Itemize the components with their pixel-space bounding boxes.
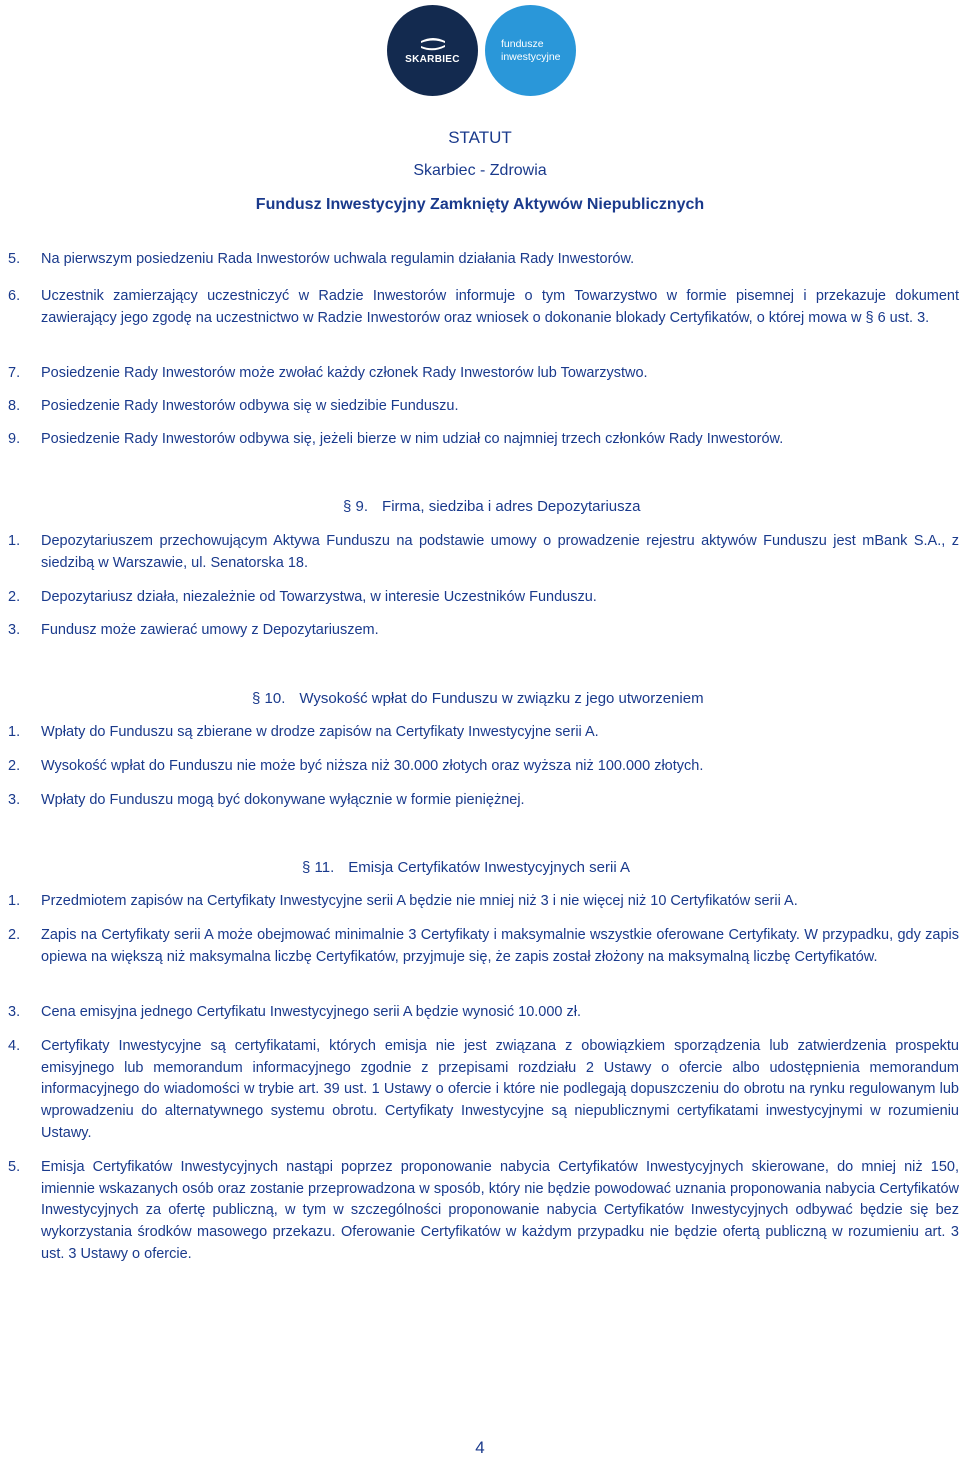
item-text: Cena emisyjna jednego Certyfikatu Inwestycyjnego serii A będzie wynosić 10.000 zł. <box>41 1004 582 1020</box>
item-text: Na pierwszym posiedzeniu Rada Inwestorów uchwala regulamin działania Rady Inwestorów. <box>41 251 635 267</box>
page-number: 4 <box>475 1438 485 1457</box>
item-text: Posiedzenie Rady Inwestorów odbywa się, jeżeli bierze w nim udział co najmniej trzech członków Rady Inwestorów. <box>41 431 784 447</box>
paragraph-symbol: § <box>302 859 311 876</box>
item-number: 9. <box>8 431 21 447</box>
item-text: Wysokość wpłat do Funduszu nie może być niższa niż 30.000 złotych oraz wyższa niż 100.000 złotych. <box>41 758 704 774</box>
list-item <box>8 790 959 812</box>
section-heading-10 <box>252 689 704 709</box>
list-item <box>8 531 959 574</box>
item-text: Fundusz może zawierać umowy z Depozytariuszem. <box>41 622 379 638</box>
item-number: 5. <box>8 1159 21 1175</box>
item-text: Przedmiotem zapisów na Certyfikaty Inwestycyjne serii A będzie nie mniej niż 3 i nie więcej niż 10 Certyfikatów serii A. <box>41 893 798 909</box>
list-item <box>8 1002 959 1024</box>
item-number: 2. <box>8 758 21 774</box>
list-item <box>8 1036 959 1145</box>
item-text: Posiedzenie Rady Inwestorów może zwołać każdy członek Rady Inwestorów lub Towarzystwo. <box>41 365 648 381</box>
item-number: 6. <box>8 288 21 304</box>
section-heading-11 <box>302 858 630 878</box>
fundusze-logo <box>485 5 576 96</box>
item-number: 1. <box>8 893 21 909</box>
skarbiec-logo-text: SKARBIEC <box>405 53 460 65</box>
item-number: 2. <box>8 927 21 943</box>
item-text: Zapis na Certyfikaty serii A może obejmować minimalnie 3 Certyfikaty i maksymalnie wszystkie oferowane Certyfikaty. W przypadku, gdy zapis opiewa na większą niż maksymalna liczbę Certyfikatów, przyjmuje się, że zapis został złożony na maksymalną liczbę Certyfikatów. <box>41 927 959 965</box>
doc-subtitle: Skarbiec - Zdrowia <box>413 162 547 179</box>
fund-name: Fundusz Inwestycyjny Zamknięty Aktywów Niepublicznych <box>255 196 705 213</box>
list-item <box>8 925 959 968</box>
list-item <box>8 722 959 744</box>
item-number: 4. <box>8 1038 21 1054</box>
list-item <box>8 286 959 329</box>
paragraph-symbol: § <box>252 690 261 707</box>
header-logos <box>387 5 587 100</box>
item-number: 3. <box>8 622 21 638</box>
fundusze-logo-line2: inwestycyjne <box>501 50 561 63</box>
list-item <box>8 429 959 451</box>
item-number: 3. <box>8 792 21 808</box>
fundusze-logo-line1: fundusze <box>501 37 544 50</box>
list-item <box>8 891 959 913</box>
item-text: Wpłaty do Funduszu są zbierane w drodze zapisów na Certyfikaty Inwestycyjne serii A. <box>41 724 599 740</box>
list-item <box>8 396 959 418</box>
section-title: Emisja Certyfikatów Inwestycyjnych serii A <box>348 859 631 876</box>
item-text: Uczestnik zamierzający uczestniczyć w Radzie Inwestorów informuje o tym Towarzystwo w formie pisemnej i przekazuje dokument zawierający jego zgodę na uczestnictwo w Radzie Inwestorów oraz wniosek o dokonanie blokady Certyfikatów, o której mowa w § 6 ust. 3. <box>41 288 959 326</box>
item-number: 1. <box>8 724 21 740</box>
item-text: Emisja Certyfikatów Inwestycyjnych nastąpi poprzez proponowanie nabycia Certyfikatów Inwestycyjnych skierowane, do mniej niż 150, imiennie wskazanych osób oraz zostanie przeprowadzona w sposób, który nie będzie powodować uznania proponowania nabycia Certyfikatów Inwestycyjnych za ofertę publiczną, w tym w szczególności proponowanie nabycia Certyfikatów Inwestycyjnych odbywać będzie się bez wykorzystania środków masowego przekazu. Oferowanie Certyfikatów w każdym przypadku nie będzie ofertą publiczną w rozumieniu art. 3 ust. 3 Ustawy o ofercie. <box>41 1159 959 1262</box>
item-number: 2. <box>8 589 21 605</box>
item-number: 3. <box>8 1004 21 1020</box>
item-text: Certyfikaty Inwestycyjne są certyfikatami, których emisja nie jest związana z obowiązkiem sporządzenia lub zatwierdzenia prospektu emisyjnego lub memorandum informacyjnego zgodnie z przepisami rozdziału 2 Ustawy o ofercie albo udostępnienia memorandum informacyjnego do wiadomości w trybie art. 39 ust. 1 Ustawy o ofercie i które nie podlegają dopuszczeniu do obrotu na rynku regulowanym lub wprowadzeniu do alternatywnego systemu obrotu. Certyfikaty Inwestycyjne są niepublicznymi certyfikatami inwestycyjnymi w rozumieniu Ustawy. <box>41 1038 959 1141</box>
section-title: Wysokość wpłat do Funduszu w związku z jego utworzeniem <box>299 690 704 707</box>
section-number: 10. <box>264 690 286 707</box>
skarbiec-mark-icon <box>418 37 448 51</box>
section-title: Firma, siedziba i adres Depozytariusza <box>382 498 641 515</box>
list-item <box>8 363 959 385</box>
list-item <box>8 756 959 778</box>
skarbiec-logo <box>387 5 478 96</box>
item-text: Wpłaty do Funduszu mogą być dokonywane wyłącznie w formie pieniężnej. <box>41 792 525 808</box>
item-number: 1. <box>8 533 21 549</box>
section-heading-9 <box>343 497 640 517</box>
item-text: Depozytariusz działa, niezależnie od Towarzystwa, w interesie Uczestników Funduszu. <box>41 589 597 605</box>
list-item <box>8 587 959 609</box>
item-text: Depozytariuszem przechowującym Aktywa Funduszu na podstawie umowy o prowadzenie rejestru aktywów Funduszu jest mBank S.A., z siedzibą w Warszawie, ul. Senatorska 18. <box>41 533 959 571</box>
section-number: 11. <box>314 859 335 876</box>
item-number: 7. <box>8 365 21 381</box>
item-text: Posiedzenie Rady Inwestorów odbywa się w siedzibie Funduszu. <box>41 398 459 414</box>
item-number: 5. <box>8 251 21 267</box>
paragraph-symbol: § <box>343 498 352 515</box>
list-item <box>8 1157 959 1266</box>
section-number: 9. <box>355 498 369 515</box>
item-number: 8. <box>8 398 21 414</box>
list-item <box>8 249 959 271</box>
list-item <box>8 620 959 642</box>
doc-title: STATUT <box>448 128 512 147</box>
